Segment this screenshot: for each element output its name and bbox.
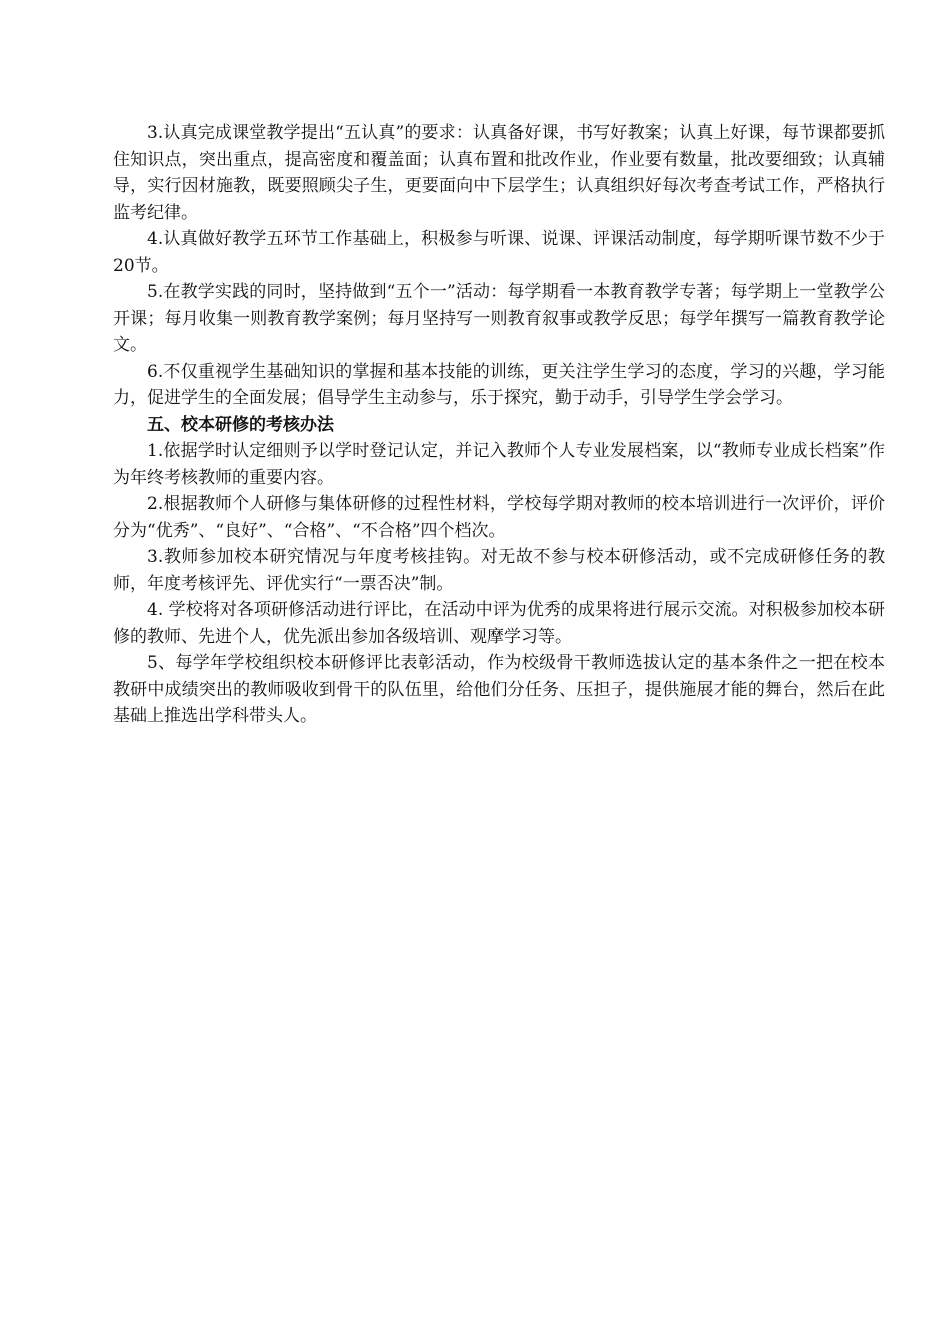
assessment-item-2: 2.根据教师个人研修与集体研修的过程性材料，学校每学期对教师的校本培训进行一次评价，评价分为“优秀”、“良好”、“合格”、“不合格”四个档次。 bbox=[113, 494, 885, 541]
paragraph-item-5: 5.在教学实践的同时，坚持做到“五个一”活动：每学期看一本教育教学专著；每学期上一堂教学公开课；每月收集一则教育教学案例；每月坚持写一则教育叙事或教学反思；每学年撰写一篇教育教学论文。 bbox=[113, 282, 885, 355]
section-heading: 五、校本研修的考核办法 bbox=[147, 414, 334, 435]
document-body bbox=[113, 120, 885, 730]
assessment-item-5: 5、每学年学校组织校本研修评比表彰活动，作为校级骨干教师选拔认定的基本条件之一把在校本教研中成绩突出的教师吸收到骨干的队伍里，给他们分任务、压担子，提供施展才能的舞台，然后在此基础上推选出学科带头人。 bbox=[113, 653, 885, 726]
assessment-item-4: 4. 学校将对各项研修活动进行评比，在活动中评为优秀的成果将进行展示交流。对积极参加校本研修的教师、先进个人，优先派出参加各级培训、观摩学习等。 bbox=[113, 600, 885, 647]
paragraph-item-4: 4.认真做好教学五环节工作基础上，积极参与听课、说课、评课活动制度，每学期听课节数不少于20节。 bbox=[113, 229, 885, 276]
paragraph-item-6: 6.不仅重视学生基础知识的掌握和基本技能的训练，更关注学生学习的态度，学习的兴趣，学习能力，促进学生的全面发展；倡导学生主动参与，乐于探究，勤于动手，引导学生学会学习。 bbox=[113, 361, 885, 408]
assessment-item-1: 1.依据学时认定细则予以学时登记认定，并记入教师个人专业发展档案，以“教师专业成长档案”作为年终考核教师的重要内容。 bbox=[113, 441, 885, 488]
paragraph-item-3: 3.认真完成课堂教学提出“五认真”的要求：认真备好课，书写好教案；认真上好课，每节课都要抓住知识点，突出重点，提高密度和覆盖面；认真布置和批改作业，作业要有数量，批改要细致；认真辅导，实行因材施教，既要照顾尖子生，更要面向中下层学生；认真组织好每次考查考试工作，严格执行监考纪律。 bbox=[113, 123, 885, 223]
assessment-item-3: 3.教师参加校本研究情况与年度考核挂钩。对无故不参与校本研修活动，或不完成研修任务的教师，年度考核评先、评优实行“一票否决”制。 bbox=[113, 547, 885, 594]
